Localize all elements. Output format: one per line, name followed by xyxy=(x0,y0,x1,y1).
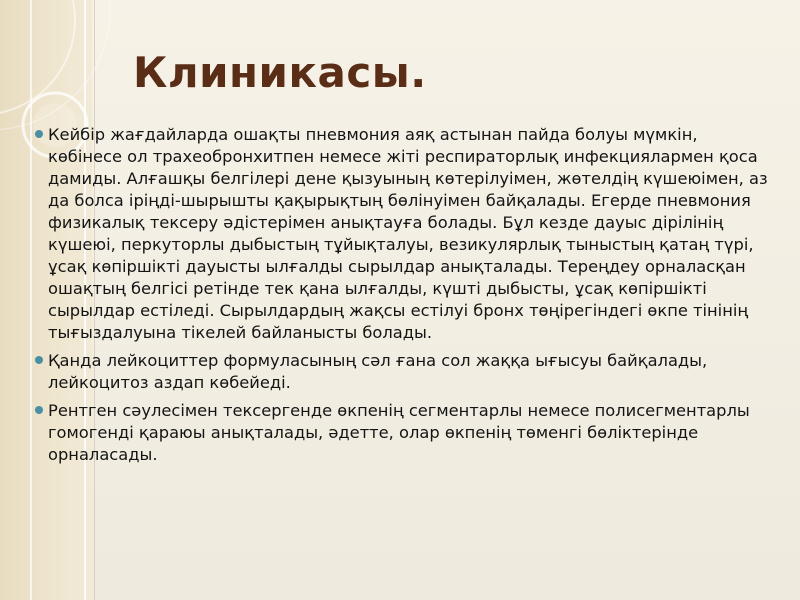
list-item xyxy=(35,124,770,344)
list-item xyxy=(35,400,770,466)
bullet-text: Рентген сәулесімен тексергенде өкпенің сегментарлы немесе полисегментарлы гомогенді қараюы анықталады, әдетте, олар өкпенің төменгі бөліктерінде орналасады. xyxy=(48,401,750,464)
bullet-icon xyxy=(35,406,43,414)
bullet-list xyxy=(35,124,770,472)
list-item xyxy=(35,350,770,394)
bullet-text: Қанда лейкоциттер формуласының сәл ғана сол жаққа ығысуы байқалады, лейкоцитоз аздап көбейеді. xyxy=(48,351,708,392)
slide-title: Клиникасы. xyxy=(133,48,427,97)
bullet-text: Кейбір жағдайларда ошақты пневмония аяқ астынан пайда болуы мүмкін, көбінесе ол трахеобронхитпен немесе жіті респираторлық инфекциялармен қоса дамиды. Алғашқы белгілері дене қызуының көтерілуімен, жөтелдің күшеюімен, аз да болса іріңді-шырышты қақырықтың бөлінуімен байқалады. Егерде пневмония физикалық тексеру әдістерімен анықтауға болады. Бұл кезде дауыс дірілінің күшеюі, перкуторлы дыбыстың тұйықталуы, везикулярлық тыныстың қатаң түрі, ұсақ көпіршікті дауысты ылғалды сырылдар анықталады. Тереңдеу орналасқан ошақтың белгісі ретінде тек қана ылғалды, күшті дыбысты, ұсақ көпіршікті сырылдар естіледі. Сырылдардың жақсы естілуі бронх төңірегіндегі өкпе тінінің тығыздалуына тікелей байланысты болады. xyxy=(48,125,768,342)
bullet-icon xyxy=(35,356,43,364)
bullet-icon xyxy=(35,130,43,138)
